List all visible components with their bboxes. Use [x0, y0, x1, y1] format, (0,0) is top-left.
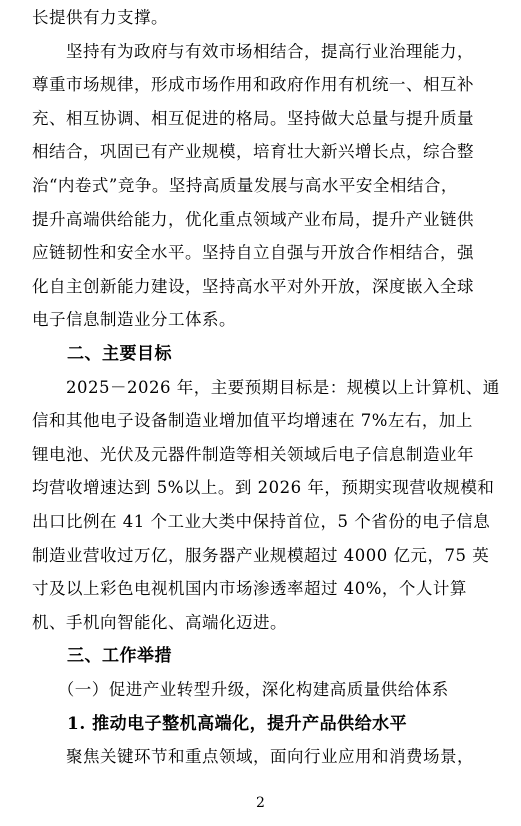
text-line: 电子信息制造业分工体系。 [32, 310, 236, 330]
text-line: 寸及以上彩色电视机国内市场渗透率超过 40%，个人计算 [32, 579, 467, 599]
item-heading: 1. 推动电子整机高端化，提升产品供给水平 [32, 713, 408, 734]
text-line: 治“内卷式”竞争。坚持高质量发展与高水平安全相结合， [32, 176, 458, 195]
text-line: 聚焦关键环节和重点领域，面向行业应用和消费场景， [32, 747, 474, 767]
text-line: 提升高端供给能力，优化重点领域产业布局，提升产业链供 [32, 209, 474, 229]
text-line: 化自主创新能力建设，坚持高水平对外开放，深度嵌入全球 [32, 276, 474, 296]
section-heading: 二、主要目标 [32, 344, 172, 364]
text-line: 均营收增速达到 5%以上。到 2026 年，预期实现营收规模和 [32, 478, 495, 498]
text-line: 相结合，巩固已有产业规模，培育壮大新兴增长点，综合整 [32, 142, 474, 162]
text-line: 制造业营收过万亿，服务器产业规模超过 4000 亿元，75 英 [32, 545, 490, 565]
section-heading: 三、工作举措 [32, 646, 172, 667]
text-line: 2025－2026 年，主要预期目标是：规模以上计算机、通 [32, 377, 500, 397]
text-line: 应链韧性和安全水平。坚持自立自强与开放合作相结合，强 [32, 243, 474, 263]
subsection-heading: （一）促进产业转型升级，深化构建高质量供给体系 [32, 680, 449, 699]
text-line: 出口比例在 41 个工业大类中保持首位，5 个省份的电子信息 [32, 512, 491, 531]
page-number: 2 [256, 795, 265, 811]
text-line: 机、手机向智能化、高端化迈进。 [32, 612, 287, 632]
text-line: 长提供有力支撑。 [32, 8, 168, 27]
text-line: 信和其他电子设备制造业增加值平均增速在 7%左右，加上 [32, 411, 473, 431]
text-line: 坚持有为政府与有效市场相结合，提高行业治理能力， [32, 41, 474, 61]
text-line: 尊重市场规律，形成市场作用和政府作用有机统一、相互补 [32, 75, 474, 95]
text-line: 锂电池、光伏及元器件制造等相关领域后电子信息制造业年 [32, 444, 474, 464]
text-line: 充、相互协调、相互促进的格局。坚持做大总量与提升质量 [32, 108, 474, 128]
